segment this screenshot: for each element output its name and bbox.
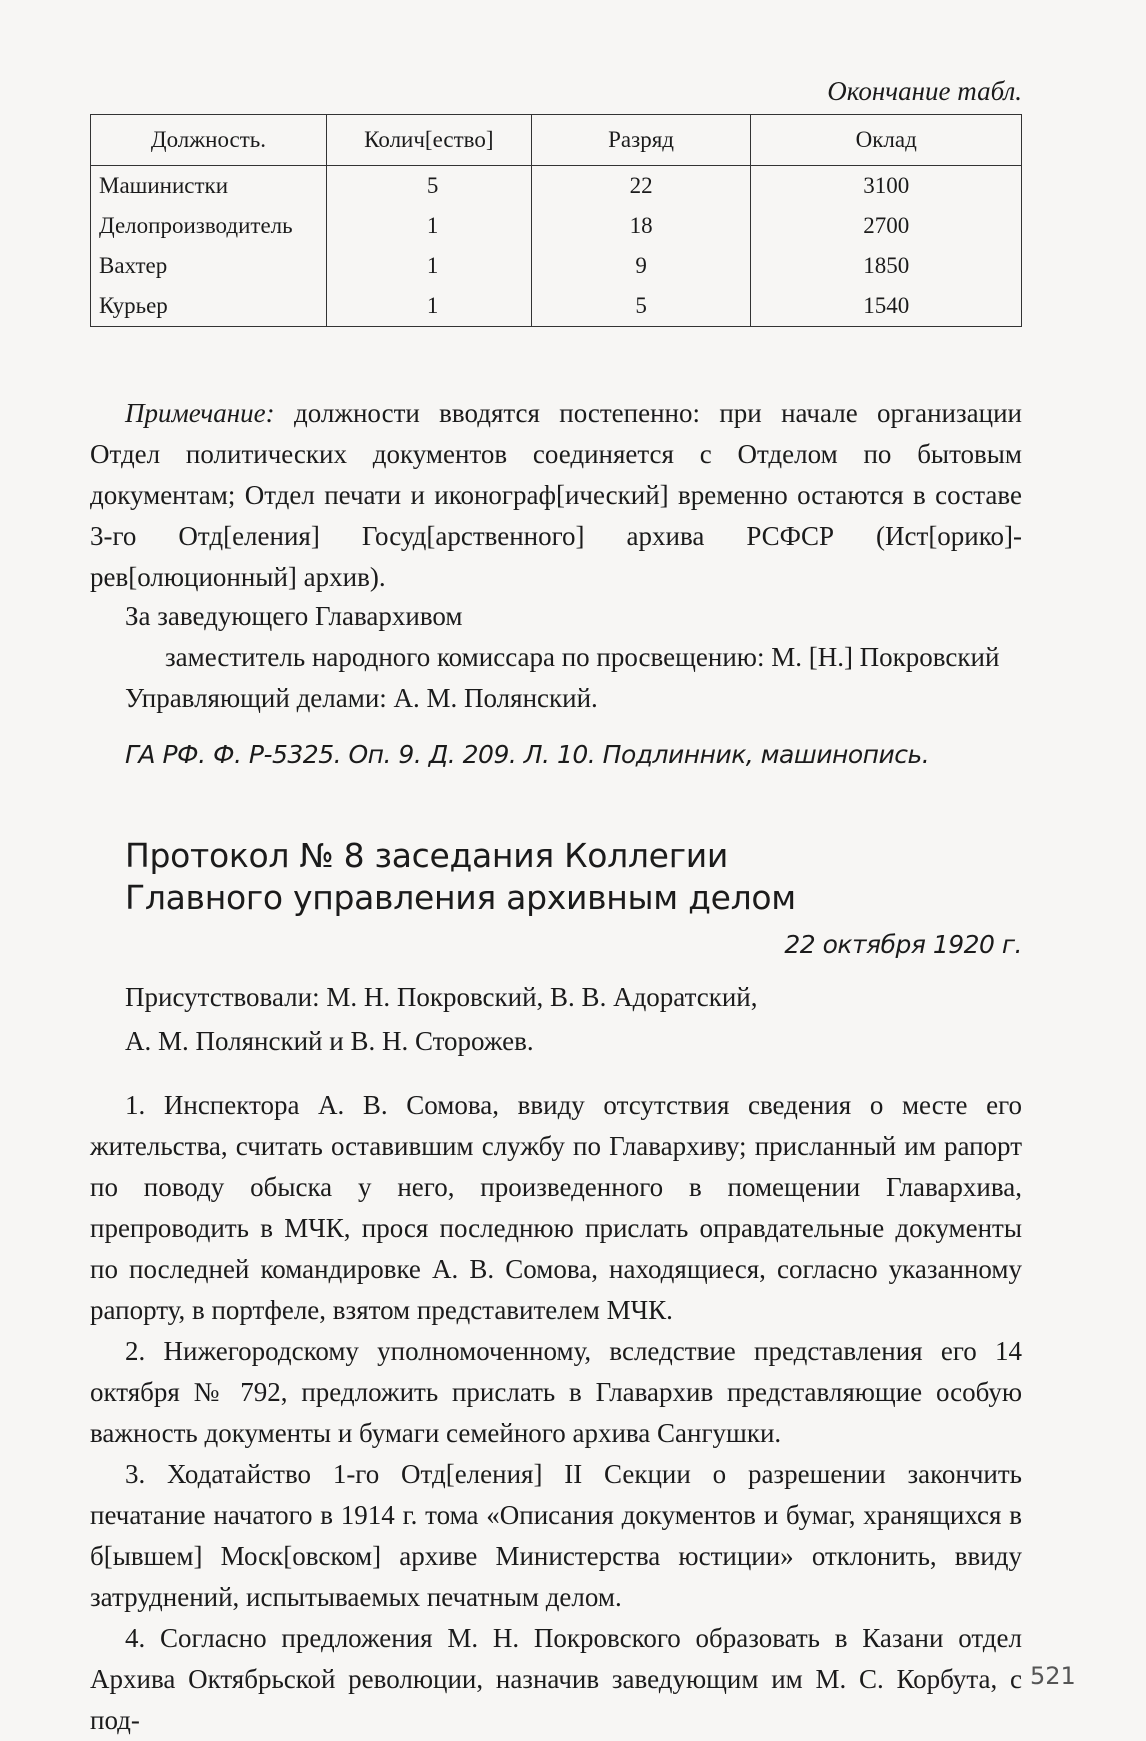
table-cell: 22 — [629, 173, 653, 198]
page-number: 521 — [1030, 1662, 1076, 1690]
header-count: Колич[ество] — [326, 115, 531, 166]
staff-table — [90, 114, 1022, 327]
note-label: Примечание: — [125, 398, 275, 428]
table-cell: 1540 — [863, 293, 910, 318]
table-cell: 9 — [635, 253, 647, 278]
table-cell: Вахтер — [99, 253, 168, 278]
list-item: 2. Нижегородскому уполномоченному, вследствие представления его 14 октября № 792, предложить прислать в Главархив представляющие особую важность документы и бумаги семейного архива Сангушки. — [90, 1336, 1022, 1448]
table-header-row — [91, 115, 1022, 166]
table-cell: 1 — [426, 213, 439, 238]
signature-line-3: Управляющий делами: А. М. Полянский. — [125, 683, 598, 713]
header-position: Должность. — [91, 115, 327, 166]
note-paragraph — [90, 393, 1022, 598]
table-cell: 1 — [426, 253, 439, 278]
table-cell: 5 — [635, 293, 647, 318]
protocol-items — [90, 1085, 1022, 1741]
count-column — [326, 166, 531, 327]
salary-column — [751, 166, 1022, 327]
signature-block — [125, 596, 1025, 719]
table-cell: 1850 — [863, 253, 910, 278]
protocol-title — [125, 835, 1025, 919]
header-salary: Оклад — [751, 115, 1022, 166]
attendees-line-2: А. М. Полянский и В. Н. Сторожев. — [125, 1026, 534, 1056]
header-grade: Разряд — [531, 115, 751, 166]
list-item: 3. Ходатайство 1-го Отд[еления] II Секции о разрешении закончить печатание начатого в 1914 г. тома «Описания документов и бумаг, хранящихся в б[ывшем] Моск[овском] архиве Министерства юстиции» отклонить, ввиду затруднений, испытываемых печатным делом. — [90, 1459, 1022, 1612]
protocol-date: 22 октября 1920 г. — [784, 930, 1022, 959]
grade-column — [531, 166, 751, 327]
attendees-line-1: Присутствовали: М. Н. Покровский, В. В. Адоратский, — [125, 982, 758, 1012]
table-cell: Курьер — [99, 293, 168, 318]
protocol-title-line-2: Главного управления архивным делом — [125, 878, 796, 917]
position-column — [91, 166, 327, 327]
note-text: должности вводятся постепенно: при начале организации Отдел политических документов соединяется с Отделом по бытовым документам; Отдел печати и иконограф[ический] временно остаются в составе 3-го Отд[еления] Госуд[арственного] архива РСФСР (Ист[орико]-рев[олюционный] архив). — [90, 398, 1022, 592]
archive-reference: ГА РФ. Ф. Р-5325. Оп. 9. Д. 209. Л. 10. Подлинник, машинопись. — [125, 740, 930, 769]
table-caption: Окончание табл. — [827, 76, 1022, 106]
table-cell: 5 — [426, 173, 439, 198]
table-cell: Делопроизводитель — [99, 213, 293, 238]
list-item: 1. Инспектора А. В. Сомова, ввиду отсутствия сведения о месте его жительства, считать оставившим службу по Главархиву; присланный им рапорт по поводу обыска у него, произведенного в помещении Главархива, препроводить в МЧК, прося последнюю прислать оправдательные документы по последней командировке А. В. Сомова, находящиеся, согласно указанному рапорту, в портфеле, взятом представителем МЧК. — [90, 1090, 1022, 1325]
table-cell: 3100 — [863, 173, 910, 198]
table-cell: 1 — [426, 293, 439, 318]
table-cell: Машинистки — [99, 173, 229, 198]
signature-line-2: заместитель народного комиссара по просвещению: М. [Н.] Покровский — [165, 642, 1000, 672]
signature-line-1: За заведующего Главархивом — [125, 601, 463, 631]
table-cell: 18 — [629, 213, 653, 238]
table-cell: 2700 — [863, 213, 910, 238]
table-row — [91, 166, 1022, 327]
list-item: 4. Согласно предложения М. Н. Покровского образовать в Казани отдел Архива Октябрьской революции, назначив заведующим им М. С. Корбута, с под- — [90, 1623, 1022, 1735]
attendees — [125, 975, 757, 1063]
protocol-title-line-1: Протокол № 8 заседания Коллегии — [125, 836, 729, 875]
